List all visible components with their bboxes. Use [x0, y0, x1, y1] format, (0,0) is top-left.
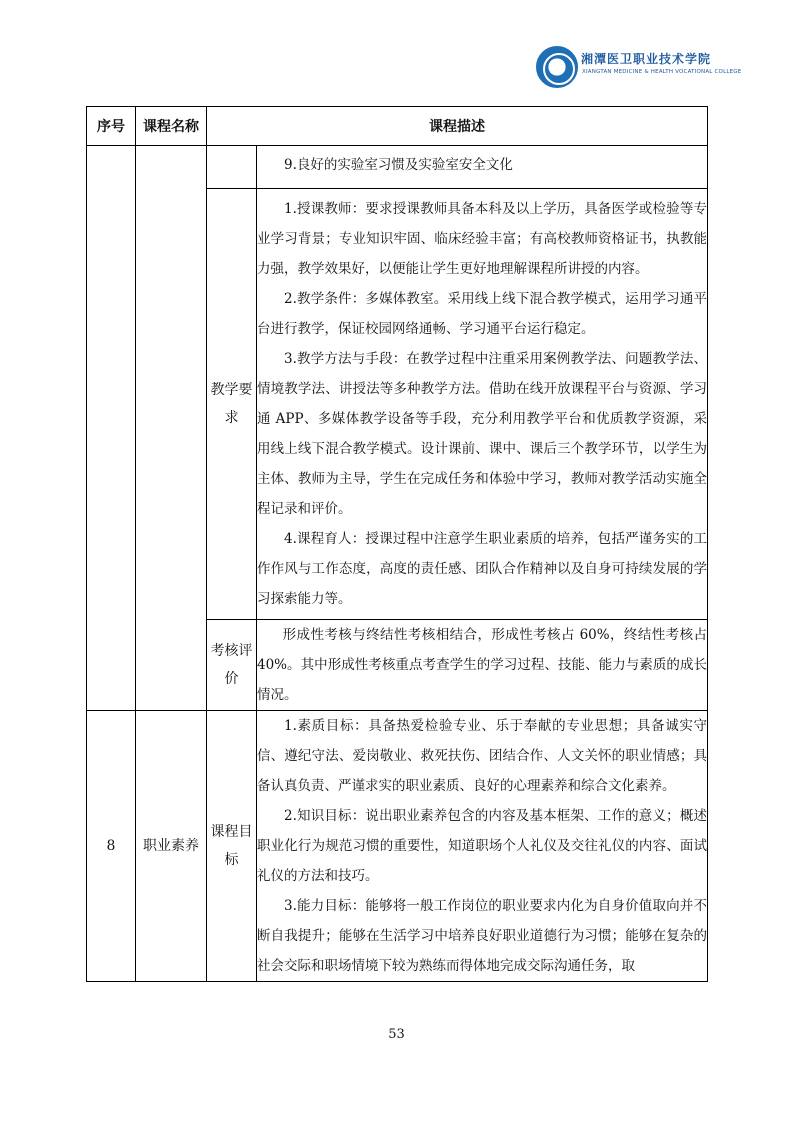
content-item-cell [257, 146, 708, 189]
header-course-name: 课程名称 [136, 107, 207, 146]
label-cell-empty [207, 146, 257, 189]
content-item-9: 9.良好的实验室习惯及实验室安全文化 [284, 157, 513, 173]
college-name: 湘潭医卫职业技术学院 [581, 52, 712, 66]
course-goals-cell [257, 711, 708, 982]
table-row [87, 146, 708, 189]
header-no: 序号 [87, 107, 136, 146]
assessment-text: 形成性考核与终结性考核相结合，形成性考核占 60%，终结性考核占 40%。其中形成性考核重点考查学生的学习过程、技能、能力与素质的成长情况。 [257, 627, 707, 703]
row8-course-name: 职业素养 [136, 711, 207, 982]
name-cell-continued [136, 146, 207, 711]
college-name-en: XIANGTAN MEDICINE & HEALTH VOCATIONAL COLLEGE [582, 69, 742, 75]
row8-no: 8 [87, 711, 136, 982]
goal-para-1: 1.素质目标：具备热爱检验专业、乐于奉献的专业思想；具备诚实守信、遵纪守法、爱岗敬业、救死扶伤、团结合作、人文关怀的职业情感；具备认真负责、严谨求实的职业素质、良好的心理素养和综合文化素养。 [257, 718, 707, 794]
teaching-requirements-cell [257, 189, 708, 620]
goal-para-3: 3.能力目标：能够将一般工作岗位的职业要求内化为自身价值取向并不断自我提升；能够在生活学习中培养良好职业道德行为习惯；能够在复杂的社会交际和职场情境下较为熟练而得体地完成交际沟通任务，取 [257, 898, 707, 974]
assessment-label: 考核评价 [207, 620, 257, 711]
teaching-para-3: 3.教学方法与手段：在教学过程中注重采用案例教学法、问题教学法、情境教学法、讲授法等多种教学方法。借助在线开放课程平台与资源、学习通 APP、多媒体教学设备等手段，充分利用教学平台和优质教学资源，采用线上线下混合教学模式。设计课前、课中、课后三个教学环节，以学生为主体、教师为主导，学生在完成任务和体验中学习，教师对教学活动实施全程记录和评价。 [257, 351, 707, 517]
header-course-desc: 课程描述 [207, 107, 708, 146]
no-cell-continued [87, 146, 136, 711]
college-seal-icon [536, 46, 578, 88]
table-row [87, 711, 708, 982]
teaching-para-4: 4.课程育人：授课过程中注意学生职业素质的培养，包括严谨务实的工作作风与工作态度，高度的责任感、团队合作精神以及自身可持续发展的学习探索能力等。 [257, 531, 707, 607]
college-logo [536, 42, 742, 92]
assessment-cell [257, 620, 708, 711]
course-goals-label: 课程目标 [207, 711, 257, 982]
teaching-requirements-label: 教学要求 [207, 189, 257, 620]
page-number: 53 [388, 1027, 405, 1042]
teaching-para-1: 1.授课教师：要求授课教师具备本科及以上学历，具备医学或检验等专业学习背景；专业知识牢固、临床经验丰富；有高校教师资格证书，执教能力强，教学效果好，以便能让学生更好地理解课程所讲授的内容。 [257, 201, 707, 277]
teaching-para-2: 2.教学条件：多媒体教室。采用线上线下混合教学模式，运用学习通平台进行教学，保证校园网络通畅、学习通平台运行稳定。 [257, 291, 707, 337]
table-header-row [87, 107, 708, 146]
goal-para-2: 2.知识目标：说出职业素养包含的内容及基本框架、工作的意义；概述职业化行为规范习惯的重要性，知道职场个人礼仪及交往礼仪的内容、面试礼仪的方法和技巧。 [257, 808, 707, 884]
course-table [86, 106, 708, 982]
